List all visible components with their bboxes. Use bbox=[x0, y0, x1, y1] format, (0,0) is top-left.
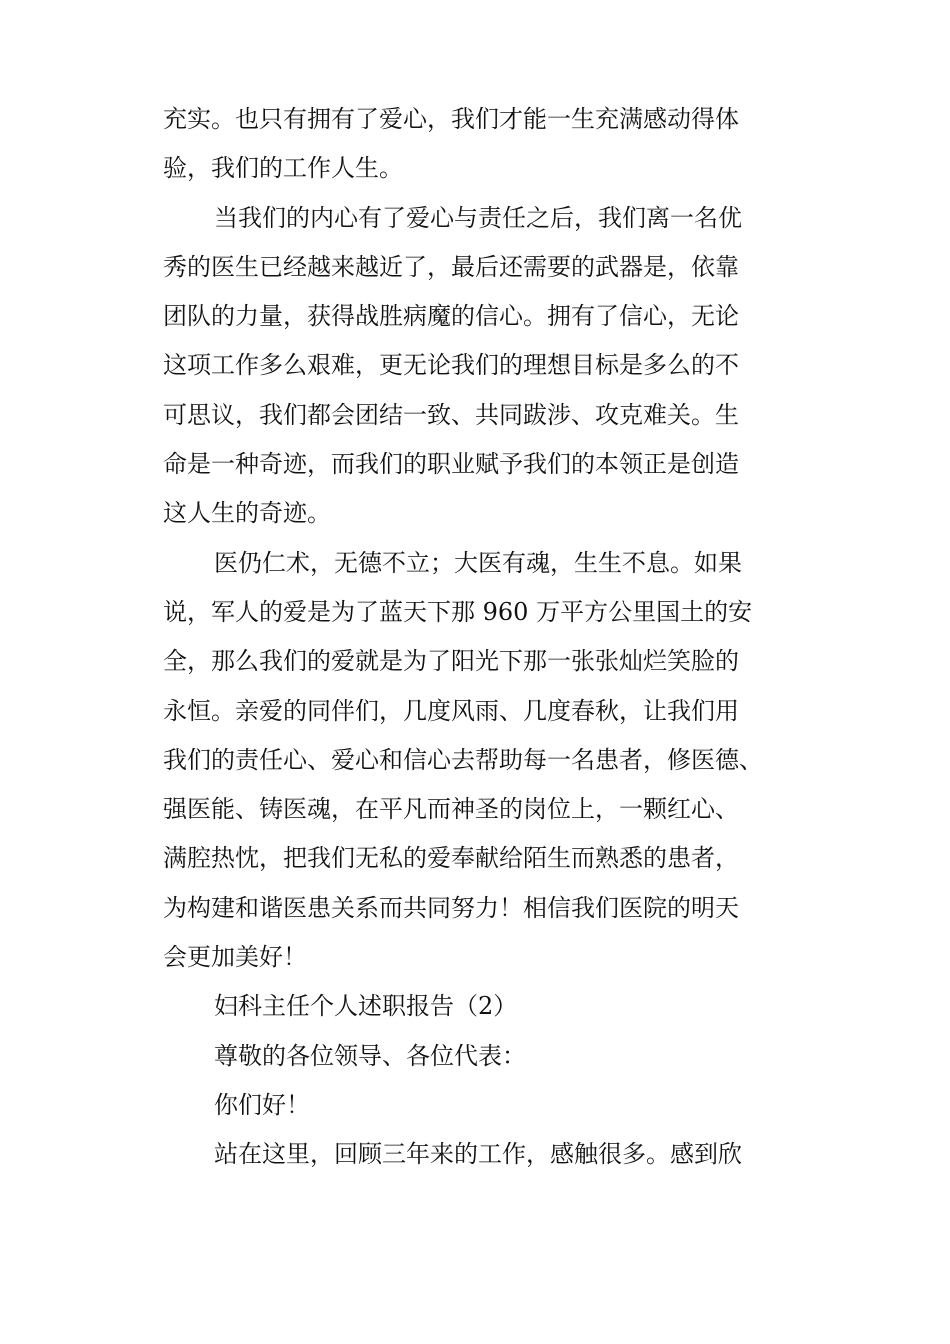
text-line: 站在这里，回顾三年来的工作，感触很多。感到欣 bbox=[214, 1140, 742, 1169]
text-line: 为构建和谐医患关系而共同努力！相信我们医院的明天 bbox=[163, 893, 739, 922]
text-line: 可思议，我们都会团结一致、共同跋涉、攻克难关。生 bbox=[163, 400, 739, 429]
text-line: 我们的责任心、爱心和信心去帮助每一名患者，修医德、 bbox=[163, 745, 763, 774]
text-line: 说，军人的爱是为了蓝天下那 960 万平方公里国土的安 bbox=[163, 597, 753, 626]
text-line: 强医能、铸医魂，在平凡而神圣的岗位上，一颗红心、 bbox=[163, 795, 739, 824]
document-body bbox=[163, 95, 803, 1180]
text-line: 验，我们的工作人生。 bbox=[163, 154, 403, 183]
text-line: 团队的力量，获得战胜病魔的信心。拥有了信心，无论 bbox=[163, 302, 739, 331]
text-line: 永恒。亲爱的同伴们，几度风雨、几度春秋，让我们用 bbox=[163, 696, 739, 725]
text-line: 尊敬的各位领导、各位代表： bbox=[214, 1041, 526, 1070]
text-line: 这项工作多么艰难，更无论我们的理想目标是多么的不 bbox=[163, 351, 739, 380]
text-line: 全，那么我们的爱就是为了阳光下那一张张灿烂笑脸的 bbox=[163, 647, 739, 676]
text-line: 妇科主任个人述职报告（2） bbox=[214, 992, 518, 1021]
text-line: 秀的医生已经越来越近了，最后还需要的武器是，依靠 bbox=[163, 252, 739, 281]
text-line: 满腔热忱，把我们无私的爱奉献给陌生而熟悉的患者， bbox=[163, 844, 739, 873]
text-line: 这人生的奇迹。 bbox=[163, 499, 331, 528]
text-line: 充实。也只有拥有了爱心，我们才能一生充满感动得体 bbox=[163, 105, 739, 133]
text-line: 你们好！ bbox=[214, 1090, 310, 1119]
text-line: 命是一种奇迹，而我们的职业赋予我们的本领正是创造 bbox=[163, 450, 739, 479]
text-line: 医仍仁术，无德不立；大医有魂，生生不息。如果 bbox=[214, 548, 742, 577]
text-line: 当我们的内心有了爱心与责任之后，我们离一名优 bbox=[214, 203, 742, 232]
text-line: 会更加美好！ bbox=[163, 943, 307, 972]
